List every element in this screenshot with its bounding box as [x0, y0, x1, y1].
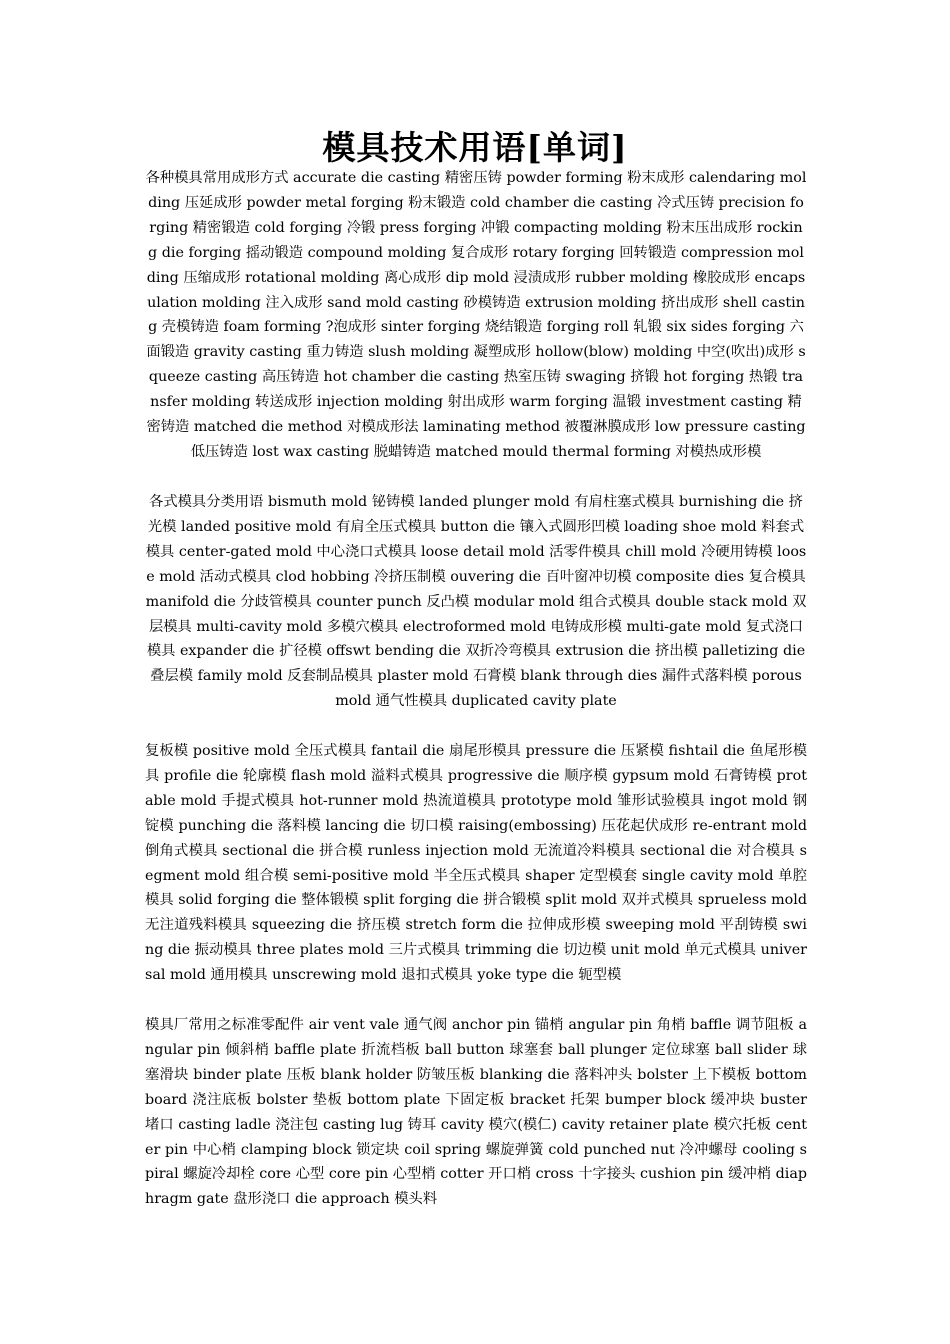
document-title: 模具技术用语[单词] — [322, 128, 628, 168]
paragraph-forming-methods: 各种模具常用成形方式 accurate die casting 精密压铸 powder forming 粉末成形 calendaring molding 压延成形 powder metal forging 粉末锻造 cold chamber die casting 冷式压铸 precision forging 精密锻造 cold forging 冷锻 press forging 冲锻 compacting molding 粉末压出成形 rocking die forging 摇动锻造 compound molding 复合成形 rotary forging 回转锻造 compression molding 压缩成形 rotational molding 离心成形 dip mold 浸渍成形 rubber molding 橡胶成形 encapsulation molding 注入成形 sand mold casting 砂模铸造 extrusion molding 挤出成形 shell casting 壳模铸造 foam forming ?泡成形 sinter forging 烧结锻造 forging roll 轧锻 six sides forging 六面锻造 gravity casting 重力铸造 slush molding 凝塑成形 hollow(blow) molding 中空(吹出)成形 squeeze casting 高压铸造 hot chamber die casting 热室压铸 swaging 挤锻 hot forging 热锻 transfer molding 转送成形 injection molding 射出成形 warm forging 温锻 investment casting 精密铸造 matched die method 对模成形法 laminating method 被覆淋膜成形 low pressure casting 低压铸造 lost wax casting 脱蜡铸造 matched mould thermal forming 对模热成形模 — [145, 170, 807, 460]
paragraph-mold-types: 复板模 positive mold 全压式模具 fantail die 扇尾形模具 pressure die 压紧模 fishtail die 鱼尾形模具 profile die 轮廓模 flash mold 溢料式模具 progressive die 顺序模 gypsum mold 石膏铸模 protable mold 手提式模具 hot-runner mold 热流道模具 prototype mold 雏形试验模具 ingot mold 钢锭模 punching die 落料模 lancing die 切口模 raising(embossing) 压花起伏成形 re-entrant mold 倒角式模具 sectional die 拼合模 runless injection mold 无流道冷料模具 sectional die 对合模具 segment mold 组合模 semi-positive mold 半全压式模具 shaper 定型模套 single cavity mold 单腔模具 solid forging die 整体锻模 split forging die 拼合锻模 split mold 双并式模具 sprueless mold 无注道残料模具 squeezing die 挤压模 stretch form die 拉伸成形模 sweeping mold 平刮铸模 swing die 振动模具 three plates mold 三片式模具 trimming die 切边模 unit mold 单元式模具 universal mold 通用模具 unscrewing mold 退扣式模具 yoke type die 轭型模 — [145, 743, 807, 984]
paragraph-standard-parts: 模具厂常用之标准零配件 air vent vale 通气阀 anchor pin 锚梢 angular pin 角梢 baffle 调节阻板 angular pin 倾斜梢 baffle plate 折流档板 ball button 球塞套 ball plunger 定位球塞 ball slider 球塞滑块 binder plate 压板 blank holder 防皱压板 blanking die 落料冲头 bolster 上下模板 bottom board 浇注底板 bolster 垫板 bottom plate 下固定板 bracket 托架 bumper block 缓冲块 buster 堵口 casting ladle 浇注包 casting lug 铸耳 cavity 模穴(模仁) cavity retainer plate 模穴托板 center pin 中心梢 clamping block 锁定块 coil spring 螺旋弹簧 cold punched nut 冷冲螺母 cooling spiral 螺旋冷却栓 core 心型 core pin 心型梢 cotter 开口梢 cross 十字接头 cushion pin 缓冲梢 diaphragm gate 盘形浇口 die approach 模头料 — [145, 1017, 807, 1208]
paragraph-mold-classification: 各式模具分类用语 bismuth mold 铋铸模 landed plunger mold 有肩柱塞式模具 burnishing die 挤光模 landed positive mold 有肩全压式模具 button die 镶入式圆形凹模 loading shoe mold 料套式模具 center-gated mold 中心浇口式模具 loose detail mold 活零件模具 chill mold 冷硬用铸模 loose mold 活动式模具 clod hobbing 冷挤压制模 ouvering die 百叶窗冲切模 composite dies 复合模具 manifold die 分歧管模具 counter punch 反凸模 modular mold 组合式模具 double stack mold 双层模具 multi-cavity mold 多模穴模具 electroformed mold 电铸成形模 multi-gate mold 复式浇口模具 expander die 扩径模 offswt bending die 双折冷弯模具 extrusion die 挤出模 palletizing die 叠层模 family mold 反套制品模具 plaster mold 石膏模 blank through dies 漏件式落料模 porous mold 通气性模具 duplicated cavity plate — [145, 494, 807, 710]
